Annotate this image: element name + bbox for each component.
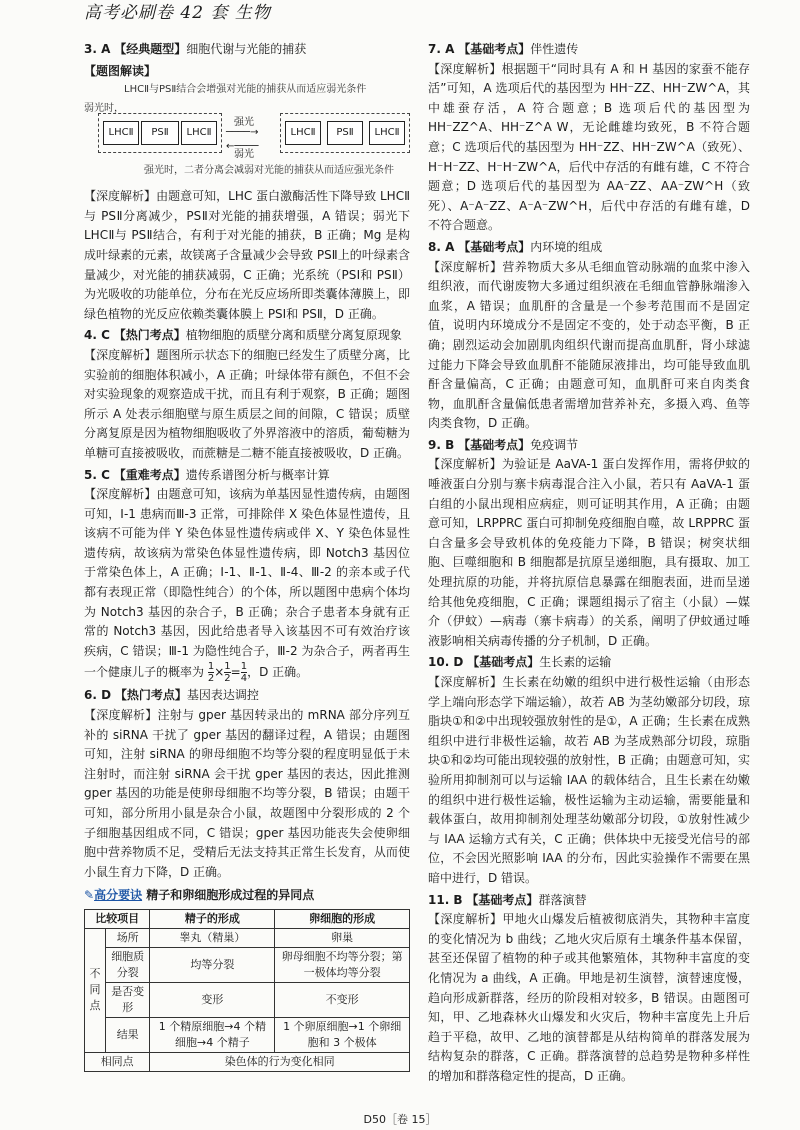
photosystem-diagram [84, 83, 410, 185]
category-tag: 【热门考点】 [114, 688, 187, 703]
question-4-analysis: 【深度解析】题图所示状态下的细胞已经发生了质壁分离，比实验前的细胞体积减小，A 正确；叶绿体带有颜色，不但不会对实验现象的观察造成干扰，而且有利于观察，B 正确；题图所示 A 处表示细胞壁与原生质层之间的间隙，C 错误；质壁分离复原是因为植物细胞吸收了外界溶液中的溶质，葡萄糖为单糖可直接被吸收，而蔗糖是二糖不能直接被吸收，D 正确。 [84, 347, 410, 460]
right-column [428, 40, 750, 1086]
topic: 遗传系谱图分析与概率计算 [185, 467, 330, 482]
table-row [85, 1052, 410, 1071]
answer-label: 5. C [84, 467, 110, 482]
page-number: D50［卷 15］ [363, 1113, 437, 1126]
diagram-heading: 【题图解读】 [84, 63, 157, 78]
table-cell: 结果 [106, 1017, 150, 1052]
category-tag: 【热门考点】 [113, 328, 186, 343]
header-title: 高考必刷卷 42 套 生物 [84, 3, 271, 23]
table-row [85, 1017, 410, 1052]
lhc-unit: LHCⅡ [103, 121, 139, 145]
denominator: 2 [224, 673, 231, 685]
numerator: 1 [224, 661, 231, 673]
table-cell: 变形 [150, 982, 275, 1017]
category-tag: 【基础考点】 [458, 437, 531, 452]
denominator: 4 [240, 673, 248, 685]
tip-header [84, 886, 410, 906]
table-cell: 睾丸（精巢） [150, 928, 275, 947]
topic: 基因表达调控 [186, 688, 259, 703]
diagram-note-bottom: 强光时，二者分离会减弱对光能的捕获从而适应强光条件 [144, 165, 394, 177]
diagram-note-top: LHCⅡ与PSⅡ结合会增强对光能的捕获从而适应弱光条件 [124, 84, 367, 96]
diff-label: 不同点 [85, 928, 106, 1052]
question-8 [428, 238, 750, 258]
strong-arrow-label: 强光 [234, 117, 254, 129]
category-tag: 【基础考点】 [467, 655, 540, 670]
numerator: 1 [240, 661, 248, 673]
category-tag: 【基础考点】 [458, 239, 531, 254]
question-10 [428, 653, 750, 673]
topic: 内环境的组成 [530, 239, 603, 254]
question-9 [428, 436, 750, 456]
question-6-analysis: 【深度解析】注射与 gper 基因转录出的 mRNA 部分序列互补的 siRNA 干扰了 gper 基因的翻译过程，A 错误；由题图可知，注射 siRNA 的卵母细胞不均等分裂的程度明显低于未注射时，而注射 siRNA 会干扰 gper 基因的表达，因此推测 gper 基因的功能是使卵母细胞不均等分裂，B 错误；由题干可知，部分所用小鼠是杂合小鼠，故题图中分裂形成的 2 个子细胞基因组成不同，C 错误；gper 基因功能丧失会使卵细胞中营养物质不足，受精后无法支持其正常生长发育，从而使小鼠生育力下降，D 正确。 [84, 708, 410, 879]
analysis-text: 【深度解析】由题意可知，该病为单基因显性遗传病，由题图可知，Ⅰ-1 患病而Ⅲ-3 正常，可排除伴 X 染色体显性遗传，且该病不可能为伴 Y 染色体显性遗传病或伴 X、Y 染色体显性遗传病，故该病为常染色体显性遗传病，即 Notch3 基因位于常染色体上，A 正确；Ⅰ-1、Ⅱ-1、Ⅱ-4、Ⅲ-2 的亲本或子代都有表现正常（即隐性纯合）的个体，所以题图中患病个体均为 Notch3 基因的杂合子，B 正确；杂合子患者本身就有正常的 Notch3 基因，因此给患者导入该基因不可有效治疗该疾病，C 错误；Ⅲ-1 为隐性纯合子，Ⅲ-2 为杂合子，两者再生一个健康儿子的概率为 [84, 487, 410, 680]
table-header: 精子的形成 [150, 909, 275, 928]
answer-label: 6. D [84, 688, 112, 703]
pencil-icon: ✎ [84, 888, 95, 903]
question-5-analysis: 【深度解析】由题意可知，该病为单基因显性遗传病，由题图可知，Ⅰ-1 患病而Ⅲ-3 正常，可排除伴 X 染色体显性遗传，且该病不可能为伴 Y 染色体显性遗传病或伴 X、Y 染色体显性遗传病，故该病为常染色体显性遗传病，即 Notch3 基因位于常染色体上，A 正确；Ⅰ-1、Ⅱ-1、Ⅱ-4、Ⅲ-2 的亲本或子代都有表现正常（即隐性纯合）的个体，所以题图中患病个体均为 Notch3 基因的杂合子，B 正确；杂合子患者本身就有正常的 Notch3 基因，因此给患者导入该基因不可有效治疗该疾病，C 错误；Ⅲ-1 为隐性纯合子，Ⅲ-2 为杂合子，两者再生一个健康儿子的概率为 $\frac{1}{2}$ × $\frac{1}{2}$ = $\frac{1}{4}$ ，D 正确。 [84, 487, 410, 685]
answer-label: 11. B [428, 892, 463, 907]
table-cell: 染色体的行为变化相同 [150, 1052, 410, 1071]
question-5 [84, 466, 410, 486]
tip-title: 高分要诀 [94, 888, 143, 903]
answer-label: 3. A [84, 42, 111, 56]
table-cell: 不变形 [275, 982, 410, 1017]
same-label: 相同点 [85, 1052, 150, 1071]
topic: 细胞代谢与光能的捕获 [186, 42, 307, 56]
table-row [85, 982, 410, 1017]
question-7 [428, 40, 750, 60]
ps-unit: PSⅡ [327, 121, 363, 145]
question-7-analysis: 【深度解析】根据题干“同时具有 A 和 H 基因的家蚕不能存活”可知，A 选项后代的基因型为 HH⁻ZZ、HH⁻ZW^A，其中雄蚕存活，A 符合题意；B 选项后代的基因型为 HH⁻ZZ^A、HH⁻Z^A W，无论雌雄均致死，B 不符合题意；C 选项后代的基因型为 HH⁻ZZ、HH⁻ZW^A（致死）、H⁻H⁻ZZ、H⁻H⁻ZW^A，后代中存活的有雌有雄，C 不符合题意；D 选项后代的基因型为 AA⁻ZZ、AA⁻ZW^H（致死）、A⁻A⁻ZZ、A⁻A⁻ZW^H，后代中存活的有雌有雄，D 不符合题意。 [428, 61, 750, 233]
table-cell: 细胞质分裂 [106, 947, 150, 982]
table-cell: 卵母细胞不均等分裂；第一极体均等分裂 [275, 947, 410, 982]
answer-label: 8. A [428, 239, 455, 254]
left-column [84, 40, 410, 1072]
category-tag: 【重难考点】 [113, 467, 186, 482]
answer-label: 7. A [428, 42, 455, 56]
weak-light-label: 弱光时， [84, 103, 124, 115]
question-9-analysis: 【深度解析】为验证是 AaVA-1 蛋白发挥作用，需将伊蚊的唾液蛋白分别与寨卡病毒混合注入小鼠，若只有 AaVA-1 蛋白组的小鼠出现相应病症，则可证明其作用，A 正确；由题意可知，LRPPRC 蛋白可抑制免疫细胞自噬，故 LRPPRC 蛋白含量多会导致机体的免疫能力下降，B 错误；树突状细胞、巨噬细胞和 B 细胞都是抗原呈递细胞，具有摄取、加工处理抗原的功能，并将抗原信息暴露在细胞表面，进而呈递给其他免疫细胞，C 正确；课题组揭示了宿主（小鼠）—媒介（伊蚊）—病毒（寨卡病毒）的关系，阐明了伊蚊通过唾液影响相关病毒传播的分子机制，D 正确。 [428, 457, 750, 648]
question-8-analysis: 【深度解析】营养物质大多从毛细血管动脉端的血浆中渗入组织液，而代谢废物大多通过组织液在毛细血管静脉端渗入血浆，A 错误；血肌酐的含量是一个参考范围而不是固定值，说明内环境成分不是固定不变的，处于动态平衡，B 正确；剧烈运动会加剧肌肉组织代谢而提高血肌酐，肾小球滤过能力下降会导致血肌酐不能随尿液排出，均可能导致血肌酐含量偏高，C 正确；由题意可知，血肌酐可来自肉类食物，血肌酐含量偏低患者需增加营养补充，多摄入鸡、鱼等肉类食物，D 正确。 [428, 259, 750, 431]
question-4 [84, 326, 410, 346]
category-tag: 【基础考点】 [458, 42, 531, 56]
table-cell: 1 个精原细胞→4 个精细胞→4 个精子 [150, 1017, 275, 1052]
denominator: 2 [207, 673, 215, 685]
table-row [85, 947, 410, 982]
left-arrow-icon: ←──── [226, 141, 259, 153]
table-cell: 是否变形 [106, 982, 150, 1017]
complex-separated-box [280, 113, 410, 153]
lhc-unit: LHCⅡ [369, 121, 405, 145]
weak-arrow-label: 弱光 [234, 149, 254, 161]
question-6 [84, 686, 410, 706]
table-cell: 场所 [106, 928, 150, 947]
topic: 群落演替 [538, 892, 587, 907]
question-3-analysis: 【深度解析】由题意可知，LHC 蛋白激酶活性下降导致 LHCⅡ与 PSⅡ分离减少，PSⅡ对光能的捕获增强，A 错误；弱光下 LHCⅡ与 PSⅡ结合，有利于对光能的捕获，B 正确；Mg 是构成叶绿素的元素，故镁离子含量减少会导致 PSⅡ上的叶绿素含量减少，对光能的捕获减弱，C 正确；光系统（PSⅠ和 PSⅡ）为光吸收的功能单位，分布在光反应场所即类囊体薄膜上，即绿色植物的光反应依赖类囊体膜上 PSⅠ和 PSⅡ，D 正确。 [84, 189, 410, 321]
ps-unit: PSⅡ [141, 121, 179, 145]
table-cell: 1 个卵原细胞→1 个卵细胞和 3 个极体 [275, 1017, 410, 1052]
fraction [224, 661, 230, 684]
topic: 免疫调节 [530, 437, 579, 452]
lhc-unit: LHCⅡ [285, 121, 321, 145]
category-tag: 【经典题型】 [114, 42, 187, 56]
answer-label: 9. B [428, 437, 455, 452]
question-3 [84, 40, 410, 60]
analysis-end: ，D 正确。 [247, 665, 309, 680]
answer-label: 10. D [428, 655, 464, 670]
complex-bound-box [98, 113, 222, 153]
category-tag: 【基础考点】 [466, 892, 539, 907]
question-11 [428, 891, 750, 911]
topic: 伴性遗传 [530, 42, 579, 56]
question-11-analysis: 【深度解析】甲地火山爆发后植被彻底消失，其物种丰富度的变化情况为 b 曲线；乙地火灾后原有土壤条件基本保留，甚至还保留了植物的种子或其他繁殖体，其物种丰富度的变化情况为 a 曲线，A 正确。甲地是初生演替，演替速度慢，趋向形成新群落，经历的阶段相对较多，B 错误。由题图可知，甲、乙地森林火山爆发和火灾后，物种丰富度先上升后趋于平稳，故甲、乙地的演替都是从结构简单的群落发展为结构复杂的群落，C 正确。群落演替的总趋势是物种多样性的增加和群落稳定性的提高，D 正确。 [428, 912, 750, 1083]
table-row [85, 928, 410, 947]
tip-text: 精子和卵细胞形成过程的异同点 [146, 888, 315, 903]
lhc-unit: LHCⅡ [181, 121, 217, 145]
table-cell: 均等分裂 [150, 947, 275, 982]
table-cell: 卵巢 [275, 928, 410, 947]
comparison-table [84, 909, 410, 1072]
numerator: 1 [207, 661, 215, 673]
question-10-analysis: 【深度解析】生长素在幼嫩的组织中进行极性运输（由形态学上端向形态学下端运输），故若 AB 为茎幼嫩部分切段，琼脂块①和②中出现较强放射性的是①，A 正确；生长素在成熟组织中进行非极性运输，故若 AB 为茎成熟部分切段，琼脂块①和②均可能出现较强的放射性，B 正确；由题意可知，实验所用抑制剂可以与运输 IAA 的载体结合，且生长素在幼嫩的组织中进行极性运输，极性运输为主动运输，需要能量和载体蛋白，故用抑制剂处理茎幼嫩部分切段，①放射性减少与 IAA 运输方式有关，C 正确；供体块中无接受光信号的部位，不会因光照影响 IAA 的分布，因此实验操作不需要在黑暗中进行，D 错误。 [428, 675, 750, 885]
table-header: 比较项目 [85, 909, 150, 928]
fraction [208, 661, 214, 684]
right-arrow-icon: ────→ [226, 127, 259, 139]
answer-label: 4. C [84, 328, 110, 343]
table-header: 卵细胞的形成 [275, 909, 410, 928]
topic: 生长素的运输 [539, 655, 612, 670]
topic: 植物细胞的质壁分离和质壁分离复原现象 [185, 328, 402, 343]
